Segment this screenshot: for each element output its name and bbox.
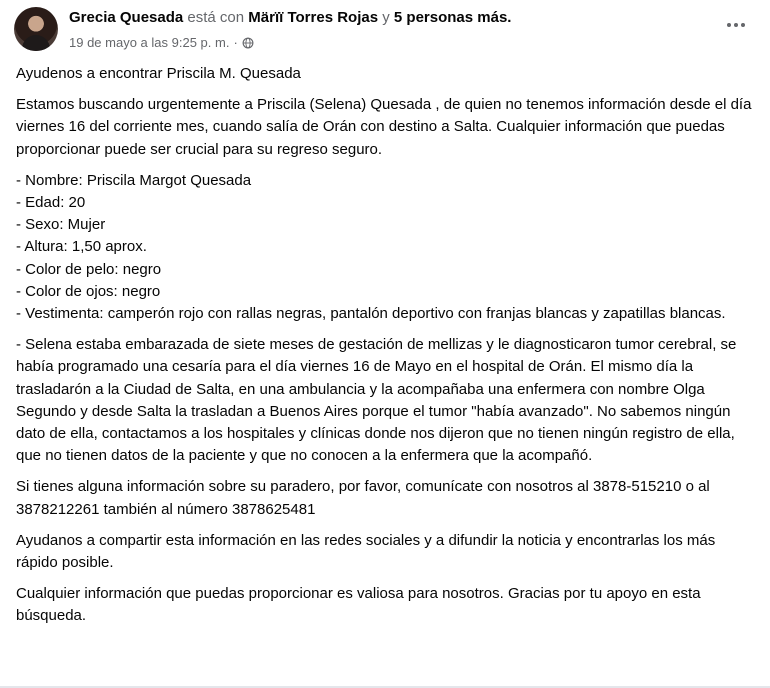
detail-item: - Color de ojos: negro: [16, 282, 161, 300]
post-date[interactable]: 19 de mayo a las 9:25 p. m.: [69, 35, 230, 50]
post-share: Ayudanos a compartir esta información en las redes sociales y a difundir la noticia y encontrarlas los más rápido posible.: [16, 531, 716, 572]
author-name[interactable]: Grecia Quesada: [69, 9, 184, 26]
more-dot-icon: [734, 23, 738, 27]
post-body: [16, 63, 758, 637]
post-title: Ayudenos a encontrar Priscila M. Quesada: [16, 65, 301, 82]
and-text: y: [382, 9, 390, 26]
detail-item: - Vestimenta: camperón rojo con rallas negras, pantalón deportivo con franjas blancas y zapatillas blancas.: [16, 305, 726, 323]
details-list: [16, 170, 758, 325]
post-thanks: Cualquier información que puedas proporcionar es valiosa para nosotros. Gracias por tu apoyo en esta búsqueda.: [16, 585, 701, 625]
more-dot-icon: [727, 23, 731, 27]
more-options-button[interactable]: [720, 15, 752, 35]
detail-item: - Nombre: Priscila Margot Quesada: [16, 171, 252, 189]
with-text: está con: [187, 9, 245, 26]
post-story: - Selena estaba embarazada de siete meses de gestación de mellizas y le diagnosticaron tumor cerebral, se había programado una cesaría para el día viernes 16 de Mayo en el hospital de Orán. El mismo día la trasladarón a la Ciudad de Salta, en una ambulancia y la acompañaba una enfermera con nombre Olga Segundo y desde Salta la trasladan a Buenos Aires porque el tumor "había avanzado". No sabemos ningún dato de ella, contactamos a los hospitales y clínicas donde nos dijeron que no tienen ningún registro de ella, que no tienen datos de la paciente y que no conocen a la enfermera que la acompañó.: [16, 336, 737, 465]
more-dot-icon: [741, 23, 745, 27]
detail-item: - Color de pelo: negro: [16, 260, 162, 278]
others-link[interactable]: 5 personas más.: [393, 9, 512, 26]
globe-icon[interactable]: [242, 37, 254, 49]
detail-item: - Edad: 20: [16, 194, 86, 212]
detail-item: - Altura: 1,50 aprox.: [16, 238, 147, 256]
post-contact: Si tienes alguna información sobre su paradero, por favor, comunícate con nosotros al 3878-515210 o al 3878212261 también al número 3878625481: [16, 478, 710, 518]
post-header: [14, 7, 760, 55]
post-intro: Estamos buscando urgentemente a Priscila (Selena) Quesada , de quien no tenemos información desde el día viernes 16 del corriente mes, cuando salía de Orán con destino a Salta. Cualquier información que puedas proporcionar puede ser crucial para su regreso seguro.: [16, 96, 752, 158]
tagged-person[interactable]: Märïï Torres Rojas: [248, 9, 379, 26]
avatar[interactable]: [14, 7, 58, 51]
author-line: [69, 9, 511, 26]
post-meta: [69, 35, 254, 50]
detail-item: - Sexo: Mujer: [16, 216, 106, 234]
meta-separator: ·: [233, 35, 238, 50]
